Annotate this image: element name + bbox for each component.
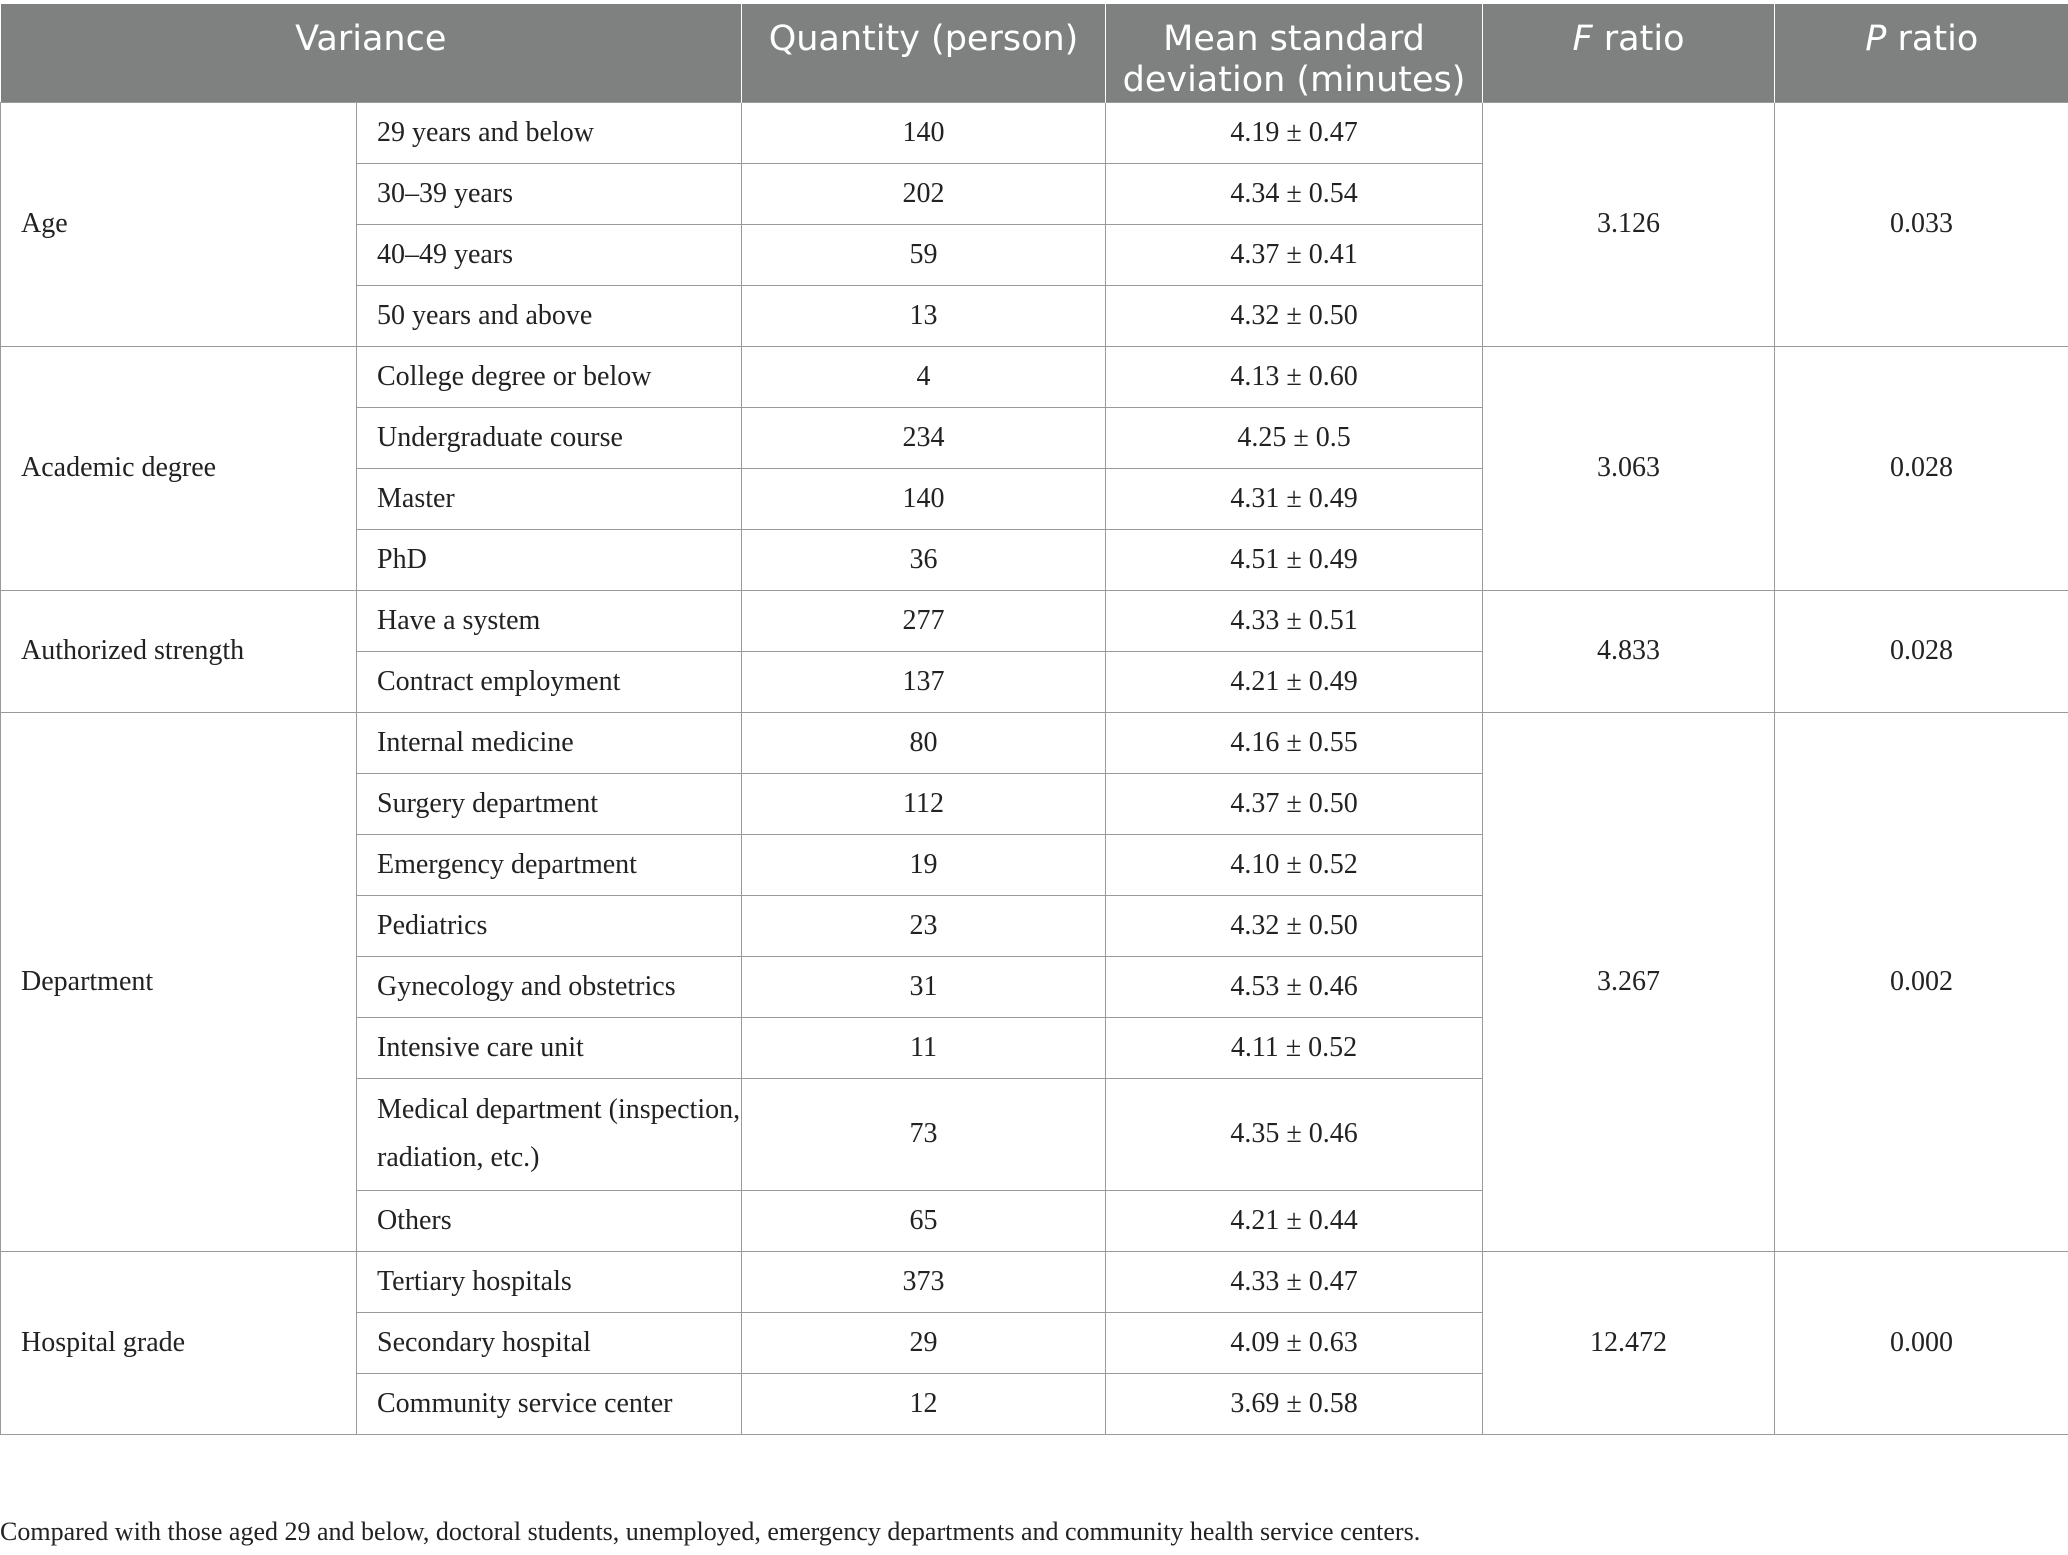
row-quantity: 19 [742,834,1106,895]
header-mean-sd: Mean standard deviation (minutes) [1106,4,1483,102]
row-quantity: 373 [742,1251,1106,1312]
header-f-rest: ratio [1592,19,1685,59]
table-row [1,346,2068,407]
row-quantity: 23 [742,895,1106,956]
row-quantity: 137 [742,651,1106,712]
row-quantity: 277 [742,590,1106,651]
row-quantity: 29 [742,1312,1106,1373]
row-mean-sd: 4.10 ± 0.52 [1106,834,1483,895]
table-row [1,1251,2068,1312]
row-label: Pediatrics [357,895,742,956]
row-mean-sd: 4.21 ± 0.44 [1106,1190,1483,1251]
group-f-ratio: 3.267 [1483,712,1775,1251]
group-p-ratio: 0.033 [1775,102,2068,346]
row-label: Have a system [357,590,742,651]
row-mean-sd: 4.32 ± 0.50 [1106,895,1483,956]
row-mean-sd: 4.33 ± 0.47 [1106,1251,1483,1312]
row-mean-sd: 4.16 ± 0.55 [1106,712,1483,773]
row-label: Gynecology and obstetrics [357,956,742,1017]
row-mean-sd: 4.37 ± 0.50 [1106,773,1483,834]
row-mean-sd: 4.32 ± 0.50 [1106,285,1483,346]
row-label: Undergraduate course [357,407,742,468]
group-label: Academic degree [1,346,357,590]
row-quantity: 13 [742,285,1106,346]
header-f-ratio [1483,4,1775,102]
row-label: Others [357,1190,742,1251]
row-quantity: 73 [742,1078,1106,1190]
row-label: Secondary hospital [357,1312,742,1373]
group-f-ratio: 3.126 [1483,102,1775,346]
row-mean-sd: 4.33 ± 0.51 [1106,590,1483,651]
row-label: 30–39 years [357,163,742,224]
group-p-ratio: 0.028 [1775,346,2068,590]
row-quantity: 140 [742,468,1106,529]
header-variance: Variance [1,4,742,102]
row-label: Surgery department [357,773,742,834]
row-quantity: 112 [742,773,1106,834]
row-label: PhD [357,529,742,590]
row-mean-sd: 4.19 ± 0.47 [1106,102,1483,163]
row-mean-sd: 4.21 ± 0.49 [1106,651,1483,712]
row-quantity: 11 [742,1017,1106,1078]
row-mean-sd: 4.25 ± 0.5 [1106,407,1483,468]
row-quantity: 36 [742,529,1106,590]
row-mean-sd: 4.51 ± 0.49 [1106,529,1483,590]
variance-table [0,4,2068,1435]
row-quantity: 65 [742,1190,1106,1251]
row-label: Emergency department [357,834,742,895]
row-label: Intensive care unit [357,1017,742,1078]
header-f-letter: F [1572,19,1593,59]
table-row [1,102,2068,163]
row-mean-sd: 4.35 ± 0.46 [1106,1078,1483,1190]
header-p-ratio [1775,4,2068,102]
row-mean-sd: 4.37 ± 0.41 [1106,224,1483,285]
row-mean-sd: 4.31 ± 0.49 [1106,468,1483,529]
row-label: Internal medicine [357,712,742,773]
row-label: College degree or below [357,346,742,407]
row-quantity: 4 [742,346,1106,407]
row-quantity: 59 [742,224,1106,285]
table-body [1,102,2068,1434]
table-row [1,712,2068,773]
row-label: 40–49 years [357,224,742,285]
table-header [1,4,2068,102]
header-p-rest: ratio [1886,19,1979,59]
row-label: Medical department (inspection, radiation, etc.) [357,1078,742,1190]
group-label: Authorized strength [1,590,357,712]
group-f-ratio: 3.063 [1483,346,1775,590]
row-label: Community service center [357,1373,742,1434]
row-quantity: 12 [742,1373,1106,1434]
row-quantity: 31 [742,956,1106,1017]
row-label: 50 years and above [357,285,742,346]
row-label: 29 years and below [357,102,742,163]
row-mean-sd: 4.11 ± 0.52 [1106,1017,1483,1078]
row-label: Tertiary hospitals [357,1251,742,1312]
group-label: Hospital grade [1,1251,357,1434]
table-footnote: Compared with those aged 29 and below, doctoral students, unemployed, emergency departments and community health service centers. [0,1517,1421,1546]
group-p-ratio: 0.002 [1775,712,2068,1251]
group-f-ratio: 12.472 [1483,1251,1775,1434]
row-quantity: 234 [742,407,1106,468]
header-quantity: Quantity (person) [742,4,1106,102]
header-p-letter: P [1865,19,1887,59]
row-mean-sd: 4.34 ± 0.54 [1106,163,1483,224]
group-label: Department [1,712,357,1251]
row-mean-sd: 4.09 ± 0.63 [1106,1312,1483,1373]
group-p-ratio: 0.028 [1775,590,2068,712]
row-label: Contract employment [357,651,742,712]
row-mean-sd: 3.69 ± 0.58 [1106,1373,1483,1434]
table-row [1,590,2068,651]
row-mean-sd: 4.53 ± 0.46 [1106,956,1483,1017]
group-label: Age [1,102,357,346]
row-quantity: 202 [742,163,1106,224]
group-f-ratio: 4.833 [1483,590,1775,712]
row-quantity: 140 [742,102,1106,163]
row-label: Master [357,468,742,529]
row-mean-sd: 4.13 ± 0.60 [1106,346,1483,407]
group-p-ratio: 0.000 [1775,1251,2068,1434]
row-quantity: 80 [742,712,1106,773]
